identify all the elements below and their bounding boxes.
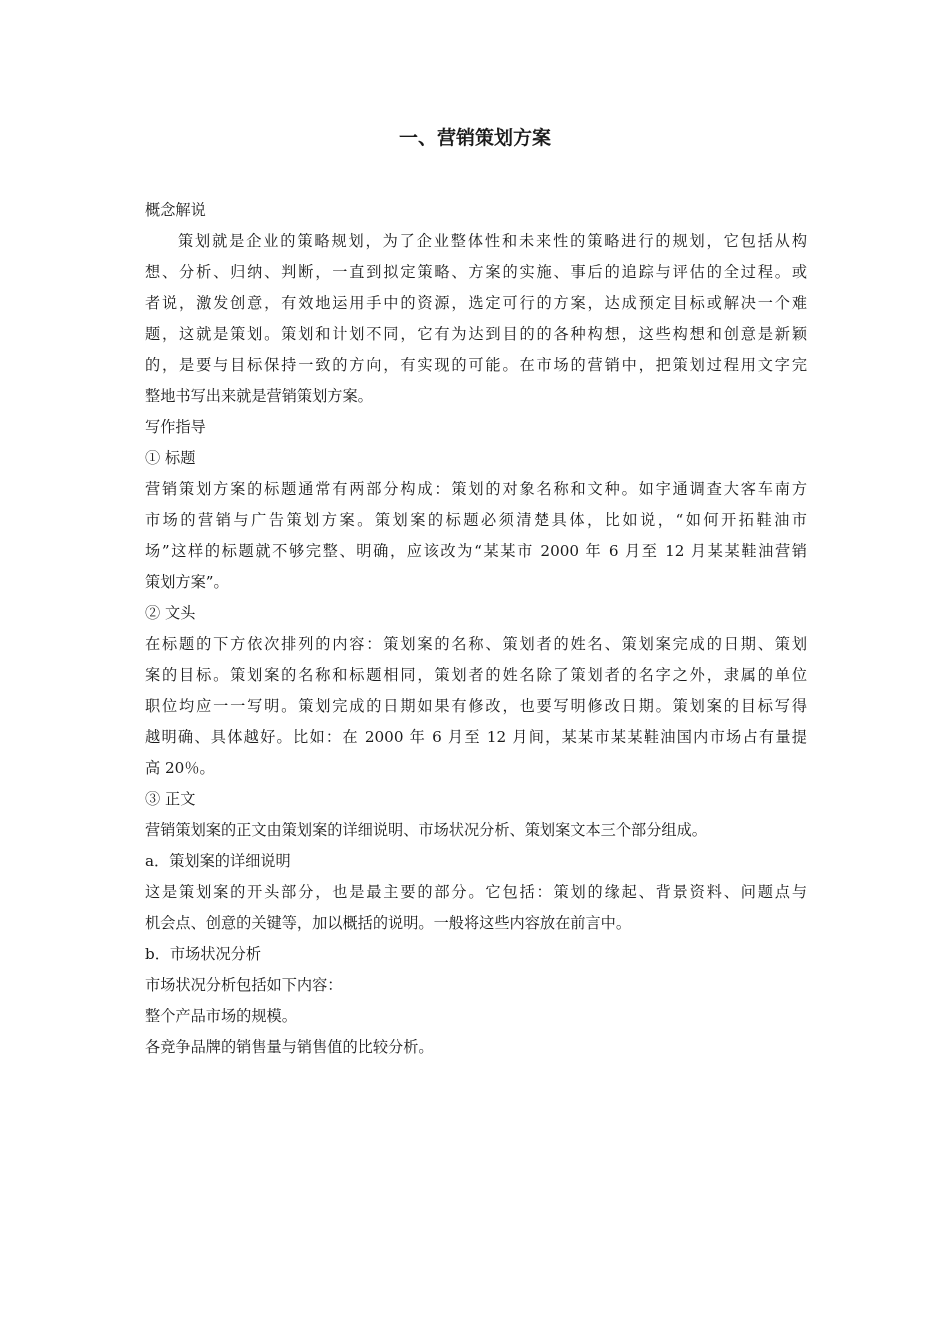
- paragraph-line: 在标题的下方依次排列的内容：策划案的名称、策划者的姓名、策划案完成的日期、策划: [145, 635, 807, 653]
- paragraph-line: 策划就是企业的策略规划，为了企业整体性和未来性的策略进行的规划，它包括从构: [178, 232, 807, 250]
- paragraph-line: 高 20％。: [145, 759, 215, 777]
- item-heading-title: ① 标题: [145, 449, 196, 467]
- paragraph-line: 职位均应一一写明。策划完成的日期如果有修改，也要写明修改日期。策划案的目标写得: [145, 697, 807, 715]
- paragraph-line: 题，这就是策划。策划和计划不同，它有为达到目的的各种构想，这些构想和创意是新颖: [145, 325, 807, 343]
- paragraph-line: 市场的营销与广告策划方案。策划案的标题必须清楚具体，比如说，“如何开拓鞋油市: [145, 511, 807, 529]
- paragraph-line: 机会点、创意的关键等，加以概括的说明。一般将这些内容放在前言中。: [145, 914, 631, 932]
- paragraph-line: 营销策划案的正文由策划案的详细说明、市场状况分析、策划案文本三个部分组成。: [145, 821, 707, 839]
- item-heading-header: ② 文头: [145, 604, 196, 622]
- paragraph-line: 的，是要与目标保持一致的方向，有实现的可能。在市场的营销中，把策划过程用文字完: [145, 356, 807, 374]
- document-body: [145, 195, 807, 1063]
- paragraph-line: 营销策划方案的标题通常有两部分构成：策划的对象名称和文种。如宇通调查大客车南方: [145, 480, 807, 498]
- paragraph-line: 场”这样的标题就不够完整、明确，应该改为“某某市 2000 年 6 月至 12 月某某鞋油营销: [145, 542, 807, 560]
- paragraph-line: 整个产品市场的规模。: [145, 1007, 297, 1025]
- paragraph-line: 整地书写出来就是营销策划方案。: [145, 387, 373, 405]
- paragraph-line: 市场状况分析包括如下内容：: [145, 976, 343, 994]
- paragraph-line: 这是策划案的开头部分，也是最主要的部分。它包括：策划的缘起、背景资料、问题点与: [145, 883, 807, 901]
- document-title: 一、营销策划方案: [398, 127, 551, 149]
- subheading-a: a．策划案的详细说明: [145, 852, 291, 870]
- paragraph-line: 想、分析、归纳、判断，一直到拟定策略、方案的实施、事后的追踪与评估的全过程。或: [145, 263, 807, 281]
- paragraph-line: 者说，激发创意，有效地运用手中的资源，选定可行的方案，达成预定目标或解决一个难: [145, 294, 807, 312]
- subheading-b: b．市场状况分析: [145, 945, 262, 963]
- paragraph-line: 越明确、具体越好。比如：在 2000 年 6 月至 12 月间，某某市某某鞋油国内市场占有量提: [145, 728, 807, 746]
- item-heading-body: ③ 正文: [145, 790, 196, 808]
- section-heading-concept: 概念解说: [145, 201, 206, 219]
- paragraph-line: 案的目标。策划案的名称和标题相同，策划者的姓名除了策划者的名字之外，隶属的单位: [145, 666, 807, 684]
- paragraph-line: 各竞争品牌的销售量与销售值的比较分析。: [145, 1038, 434, 1056]
- paragraph-line: 策划方案”。: [145, 573, 229, 591]
- section-heading-guide: 写作指导: [145, 418, 206, 436]
